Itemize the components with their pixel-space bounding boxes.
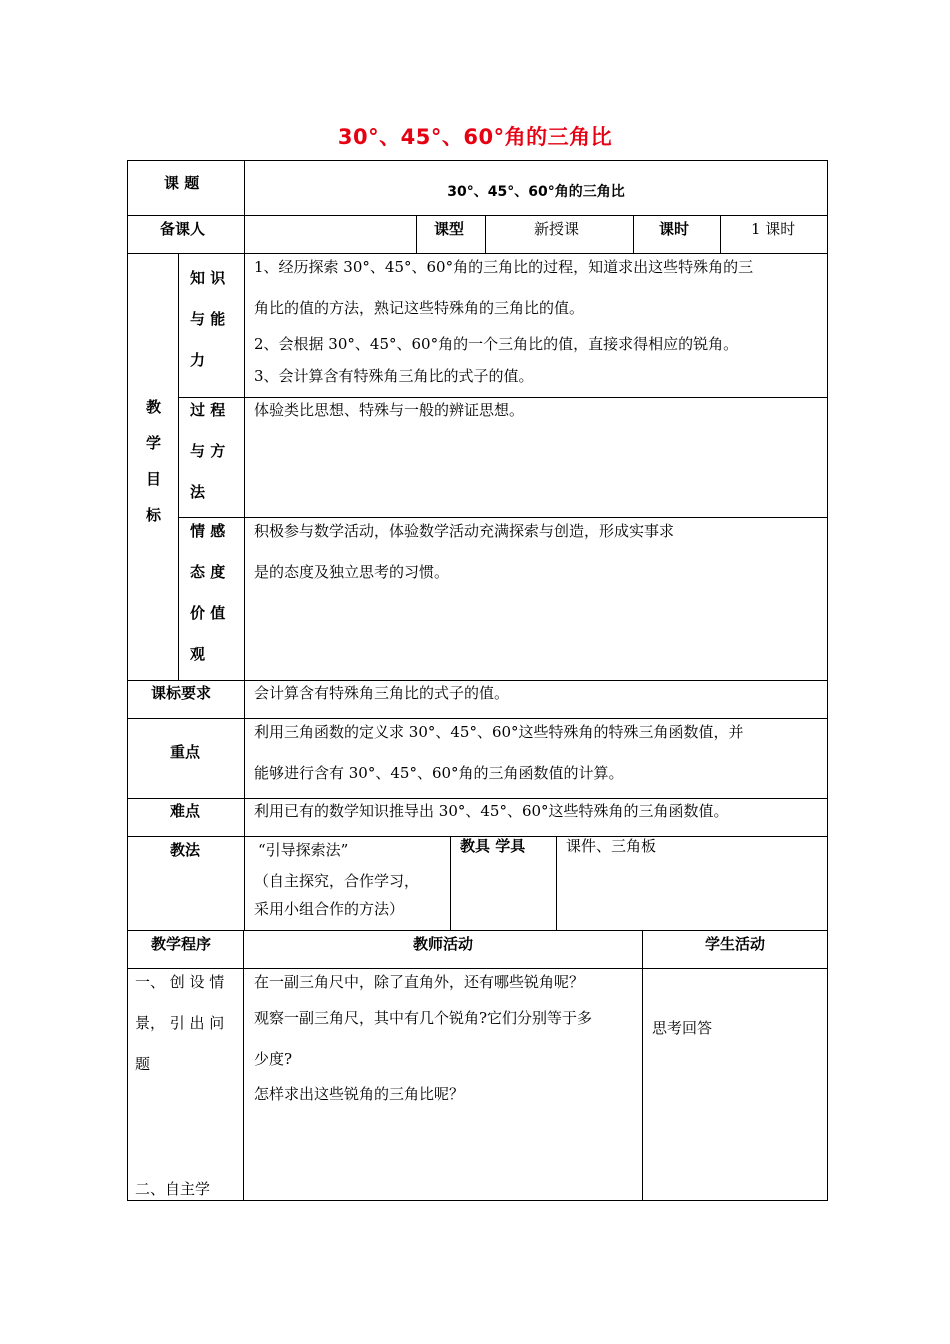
difficulty-text: 利用已有的数学知识推导出 30°、45°、60°这些特殊角的三角函数值。 bbox=[254, 802, 729, 820]
emotion-text-line: 积极参与数学活动，体验数学活动充满探索与创造，形成实事求 bbox=[254, 522, 675, 540]
key-points-text-line: 利用三角函数的定义求 30°、45°、60°这些特殊角的特殊三角函数值，并 bbox=[254, 723, 744, 741]
knowledge-text-line: 3、会计算含有特殊角三角比的式子的值。 bbox=[254, 367, 534, 385]
student-activity-header: 学生活动 bbox=[704, 935, 765, 953]
teacher-activity-line: 怎样求出这些锐角的三角比呢？ bbox=[254, 1085, 465, 1103]
teacher-activity-line: 观察一副三角尺，其中有几个锐角?它们分别等于多 bbox=[254, 1009, 593, 1027]
process-label-line: 与 方 bbox=[190, 442, 226, 460]
emotion-content-cell bbox=[244, 517, 828, 681]
method-text-line: “引导探索法” bbox=[258, 841, 349, 859]
standard-text: 会计算含有特殊角三角比的式子的值。 bbox=[254, 684, 510, 702]
process-label-line: 法 bbox=[190, 483, 206, 501]
emotion-label-line: 情 感 bbox=[190, 522, 226, 540]
procedure-step-line: 景， 引 出 问 bbox=[135, 1014, 225, 1032]
teacher-activity-header: 教师活动 bbox=[412, 935, 473, 953]
method-text-line: （自主探究，合作学习， bbox=[254, 872, 420, 890]
standard-label: 课标要求 bbox=[151, 684, 212, 702]
goals-label-char: 学 bbox=[146, 434, 162, 452]
knowledge-label-line: 力 bbox=[190, 351, 206, 369]
emotion-label-cell bbox=[178, 517, 245, 681]
emotion-label-line: 态 度 bbox=[190, 563, 226, 581]
topic-value: 30°、45°、60°角的三角比 bbox=[447, 184, 625, 200]
procedure-step-line: 一、 创 设 情 bbox=[135, 973, 225, 991]
emotion-text-line: 是的态度及独立思考的习惯。 bbox=[254, 563, 450, 581]
method-text-line: 采用小组合作的方法） bbox=[254, 900, 405, 918]
teacher-activity-line: 在一副三角尺中，除了直角外，还有哪些锐角呢？ bbox=[254, 973, 585, 991]
emotion-label-line: 价 值 bbox=[190, 604, 226, 622]
procedure-step-2: 二、自主学 bbox=[135, 1180, 211, 1198]
key-points-text-line: 能够进行含有 30°、45°、60°角的三角函数值的计算。 bbox=[254, 764, 624, 782]
tools-value: 课件、三角板 bbox=[566, 837, 657, 855]
hours-label: 课时 bbox=[659, 220, 690, 238]
page-title: 30°、45°、60°角的三角比 bbox=[337, 125, 613, 149]
lesson-type-label: 课型 bbox=[434, 220, 465, 238]
process-label-line: 过 程 bbox=[190, 401, 226, 419]
key-points-label: 重点 bbox=[170, 743, 201, 761]
goals-label-char: 教 bbox=[146, 398, 162, 416]
procedure-step-cell bbox=[127, 968, 244, 1201]
student-activity-cell bbox=[642, 968, 828, 1201]
difficulty-label: 难点 bbox=[170, 802, 201, 820]
process-text-line: 体验类比思想、特殊与一般的辨证思想。 bbox=[254, 401, 525, 419]
goals-label-char: 标 bbox=[146, 506, 162, 524]
knowledge-text-line: 2、会根据 30°、45°、60°角的一个三角比的值，直接求得相应的锐角。 bbox=[254, 335, 739, 353]
procedure-step-line: 题 bbox=[135, 1055, 151, 1073]
knowledge-label-line: 与 能 bbox=[190, 310, 226, 328]
lesson-type-value: 新授课 bbox=[534, 220, 580, 238]
method-label: 教法 bbox=[170, 841, 201, 859]
preparer-value-cell bbox=[244, 215, 417, 254]
student-activity-text: 思考回答 bbox=[652, 1019, 713, 1037]
emotion-label-line: 观 bbox=[190, 645, 206, 663]
preparer-label: 备课人 bbox=[160, 220, 206, 238]
goals-label-cell bbox=[127, 253, 179, 681]
teacher-activity-line: 少度? bbox=[254, 1050, 293, 1068]
knowledge-text-line: 角比的值的方法，熟记这些特殊角的三角比的值。 bbox=[254, 299, 585, 317]
knowledge-text-line: 1、经历探索 30°、45°、60°角的三角比的过程，知道求出这些特殊角的三 bbox=[254, 258, 754, 276]
knowledge-label-line: 知 识 bbox=[190, 269, 226, 287]
hours-value: 1 课时 bbox=[751, 220, 796, 238]
procedure-header-label: 教学程序 bbox=[151, 935, 212, 953]
tools-label: 教具 学具 bbox=[460, 837, 526, 855]
goals-label-char: 目 bbox=[146, 470, 162, 488]
topic-label: 课 题 bbox=[164, 174, 200, 192]
